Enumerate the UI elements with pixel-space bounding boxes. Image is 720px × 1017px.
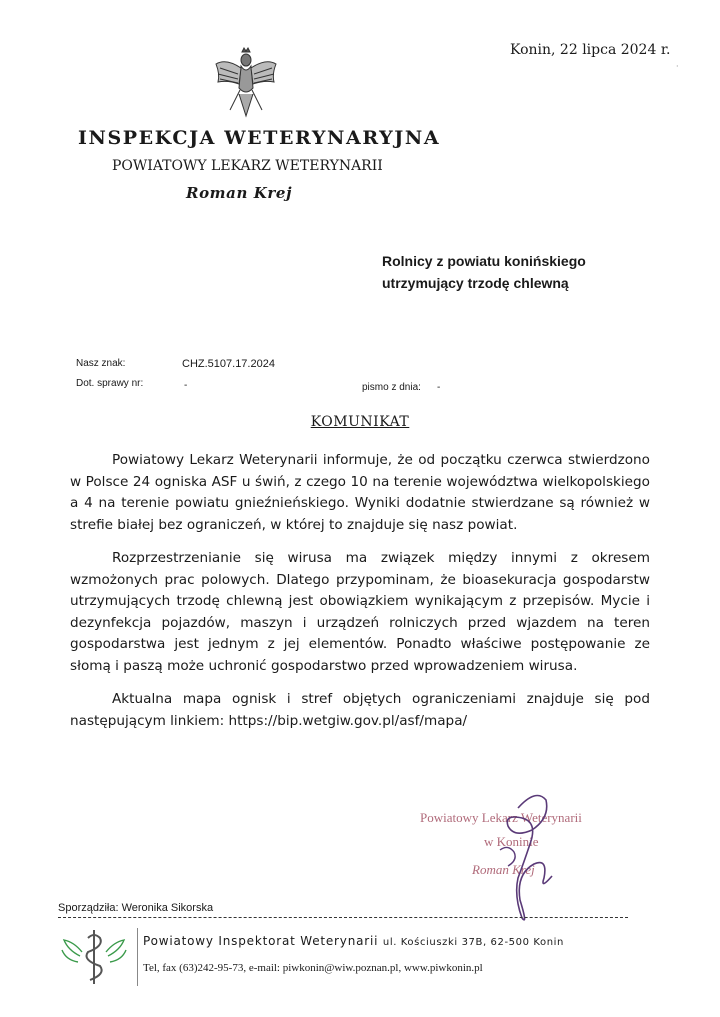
stamp-line: Roman Krej — [472, 862, 535, 877]
case-number-value: - — [184, 380, 188, 391]
recipient-line: utrzymujący trzodę chlewną — [382, 275, 569, 291]
letter-date-value: - — [437, 382, 441, 393]
stamp-line: Powiatowy Lekarz Weterynarii — [420, 810, 582, 825]
case-number-label: Dot. sprawy nr: — [76, 378, 144, 389]
recipient-block — [382, 250, 662, 294]
footer-org-line — [143, 934, 564, 948]
our-sign-label: Nasz znak: — [76, 358, 126, 369]
eagle-emblem-icon — [212, 44, 280, 122]
body-paragraph: Rozprzestrzenianie się wirusa ma związek między innymi z okresem wzmożonych prac polowych. Dlatego przypominam, że bioasekuracja gospodarstw utrzymujących trzodę chlewną jest obowiązkiem wynikającym z przepisów. Mycie i dezynfekcja pojazdów, maszyn i urządzeń rolniczych przed wjazdem na teren gospodarstwa jest jednym z jej elementów. Ponadto właściwe postępowanie ze słomą i paszą może uchronić gospodarstwo przed wprowadzeniem wirusa. — [70, 550, 650, 674]
handwritten-signature — [448, 778, 598, 928]
official-name: Roman Krej — [186, 184, 293, 202]
institution-name: INSPEKCJA WETERYNARYJNA — [78, 127, 441, 149]
veterinary-caduceus-logo — [58, 928, 130, 986]
footer-address: ul. Kościuszki 37B, 62-500 Konin — [382, 937, 564, 948]
footer-contact: Tel, fax (63)242-95-73, e-mail: piwkonin@wiw.poznan.pl, www.piwkonin.pl — [143, 962, 483, 974]
margin-mark: · — [676, 62, 679, 71]
footer-divider — [58, 917, 628, 918]
stamp-line: w Koninie — [484, 834, 539, 849]
footer-separator — [137, 928, 138, 986]
letter-date: Konin, 22 lipca 2024 r. — [510, 42, 671, 58]
footer-org: Powiatowy Inspektorat Weterynarii — [143, 934, 379, 948]
body-paragraph: Powiatowy Lekarz Weterynarii informuje, że od początku czerwca stwierdzono w Polsce 24 ogniska ASF u świń, z czego 10 na terenie województwa wielkopolskiego a 4 na terenie powiatu gnieźnieńskiego. Wyniki dodatnie stwierdzane są również w strefie białej bez ograniczeń, w której to znajduje się nasz powiat. — [70, 452, 650, 533]
recipient-line: Rolnicy z powiatu konińskiego — [382, 253, 586, 269]
letter-body — [70, 450, 650, 744]
our-sign-value: CHZ.5107.17.2024 — [182, 358, 275, 370]
body-paragraph: Aktualna mapa ognisk i stref objętych ograniczeniami znajduje się pod następującym linkiem: https://bip.wetgiw.gov.pl/asf/mapa/ — [70, 691, 650, 729]
document-title: KOMUNIKAT — [310, 414, 410, 430]
office-name: POWIATOWY LEKARZ WETERYNARII — [112, 158, 383, 174]
letter-date-label: pismo z dnia: — [362, 382, 421, 393]
prepared-by: Sporządziła: Weronika Sikorska — [58, 902, 214, 914]
